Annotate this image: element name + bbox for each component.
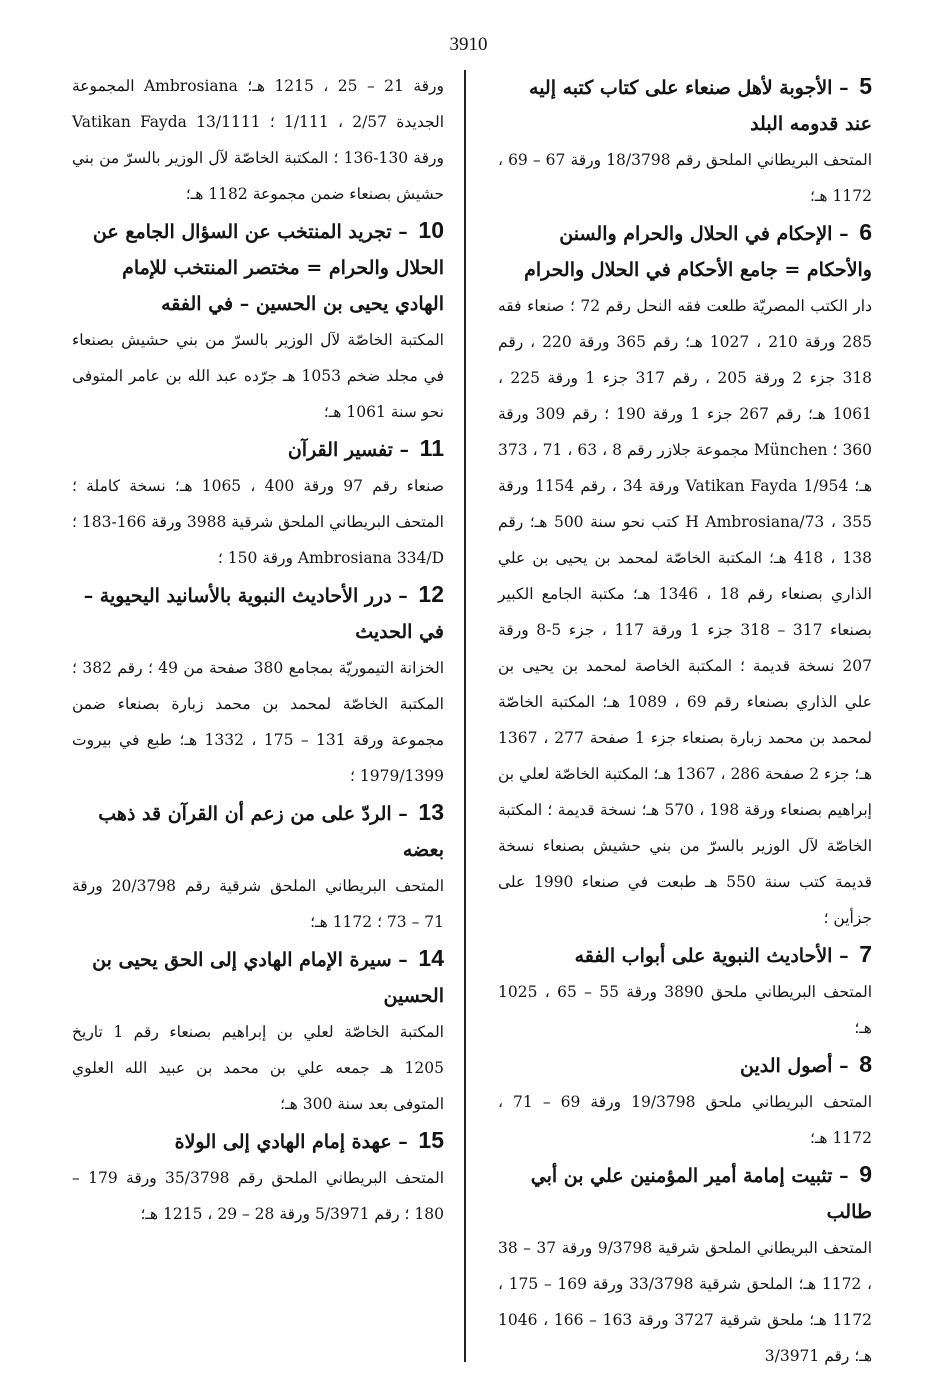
- entry-title-text: – الردّ على من زعم أن القرآن قد ذهب بعضه: [98, 803, 444, 861]
- entry-title-text: – الإحكام في الحلال والحرام والسنن والأحكام = جامع الأحكام في الحلال والحرام: [524, 223, 872, 281]
- entry-body: ورقة 21 – 25 ، 1215 هـ؛ Ambrosiana المجموعة الجديدة 2/57 ، 1/111 ؛ Vatikan Fayda 13/1111 ورقة 130-136 ؛ المكتبة الخاصّة لآل الوزير بالسرّ من بني حشيش بصنعاء ضمن مجموعة 1182 هـ؛: [72, 77, 445, 203]
- entry-number: 7: [859, 941, 872, 967]
- entry-title: [498, 214, 872, 288]
- entry-body: المكتبة الخاصّة لعلي بن إبراهيم بصنعاء رقم 1 تاريخ 1205 هـ جمعه علي بن محمد بن عبيد الله العلوي المتوفى بعد سنة 300 هـ؛: [72, 1023, 444, 1113]
- entry-title-text: – الأحاديث النبوية على أبواب الفقه: [574, 945, 849, 967]
- entry-title: [72, 940, 444, 1014]
- entry-title: [72, 794, 444, 868]
- entry-title-text: – الأجوبة لأهل صنعاء على كتاب كتبه إليه عند قدومه البلد: [529, 77, 872, 135]
- entry-title: [498, 1046, 872, 1084]
- entry-title: [498, 68, 872, 142]
- entry-title: [72, 430, 444, 468]
- entry-title-text: – عهدة إمام الهادي إلى الولاة: [174, 1131, 408, 1153]
- entry-title-text: – سيرة الإمام الهادي إلى الحق يحيى بن الحسين: [92, 949, 444, 1007]
- entry-number: 14: [418, 945, 444, 971]
- entry-body: المتحف البريطاني الملحق شرقية 9/3798 ورقة 37 – 38 ، 1172 هـ؛ الملحق شرقية 33/3798 ورقة 169 – 175 ، 1172 هـ؛ ملحق شرقية 3727 ورقة 163 – 166 ، 1046 هـ؛ رقم 3/3971: [498, 1239, 873, 1365]
- entry-title: [72, 1122, 444, 1160]
- entry-body: دار الكتب المصريّة طلعت فقه النحل رقم 72 ؛ صنعاء فقه 285 ورقة 210 ، 1027 هـ؛ رقم 365 ورقة 220 ، رقم 318 جزء 2 ورقة 205 ، رقم 317 جزء 1 ورقة 225 ، 1061 هـ؛ رقم 267 جزء 1 ورقة 190 ؛ رقم 309 ورقة 360 ؛ München مجموعة جلازر رقم 8 ، 63 ، 71 ، 373 هـ؛ Vatikan Fayda 1/954 ورقة 34 ، رقم 1154 ورقة 355 ، 73/H Ambrosiana كتب نحو سنة 500 هـ؛ رقم 138 ، 418 هـ؛ المكتبة الخاصّة لمحمد بن يحيى بن علي الذاري بصنعاء رقم 18 ، 1346 هـ؛ مكتبة الجامع الكبير بصنعاء 317 – 318 جزء 1 ورقة 117 ، جزء 5-8 ورقة 207 نسخة قديمة ؛ المكتبة الخاصة لمحمد بن يحيى بن علي الذاري بصنعاء رقم 69 ، 1089 هـ؛ المكتبة الخاصّة لمحمد بن محمد زبارة بصنعاء جزء 1 صفحة 277 ، 1367 هـ؛ جزء 2 صفحة 286 ، 1367 هـ؛ المكتبة الخاصّة لعلي بن إبراهيم بصنعاء ورقة 198 ، 570 هـ؛ نسخة قديمة ؛ المكتبة الخاصّة لآل الوزير بالسرّ من بني حشيش بصنعاء نسخة قديمة كتب سنة 550 هـ طبعت في صنعاء 1990 على جزأين ؛: [498, 297, 873, 927]
- entry-title-text: – تثبيت إمامة أمير المؤمنين علي بن أبي طالب: [530, 1165, 872, 1223]
- entry-number: 5: [859, 73, 872, 99]
- entry-number: 10: [418, 217, 444, 243]
- right-column: [498, 68, 872, 1374]
- entry-number: 12: [418, 581, 444, 607]
- entry-body: الخزانة التيموريّة بمجامع 380 صفحة من 49 ؛ رقم 382 ؛ المكتبة الخاصّة لمحمد بن محمد زبارة بصنعاء ضمن مجموعة ورقة 131 – 175 ، 1332 هـ؛ طبع في بيروت 1979/1399 ؛: [72, 659, 445, 785]
- entry-body: المكتبة الخاصّة لآل الوزير بالسرّ من بني حشيش بصنعاء في مجلد ضخم 1053 هـ جرّده عبد الله بن عامر المتوفى نحو سنة 1061 هـ؛: [72, 331, 444, 421]
- entry-title: [72, 576, 444, 650]
- entry-number: 11: [419, 435, 444, 461]
- entry-body: المتحف البريطاني الملحق شرقية رقم 20/3798 ورقة 71 – 73 ؛ 1172 هـ؛: [72, 877, 445, 931]
- entry-number: 15: [418, 1127, 444, 1153]
- entry-body: صنعاء رقم 97 ورقة 400 ، 1065 هـ؛ نسخة كاملة ؛ المتحف البريطاني الملحق شرقية 3988 ورقة 166-183 ؛ Ambrosiana 334/D ورقة 150 ؛: [72, 477, 444, 567]
- entry-number: 8: [859, 1051, 872, 1077]
- entry-number: 9: [859, 1161, 872, 1187]
- entry-title: [498, 1156, 872, 1230]
- entry-number: 13: [418, 799, 444, 825]
- entry-body: المتحف البريطاني ملحق 19/3798 ورقة 69 – 71 ، 1172 هـ؛: [498, 1093, 873, 1147]
- column-divider: [464, 70, 466, 1362]
- entry-title-text: – أصول الدين: [740, 1055, 849, 1077]
- entry-title-text: – تجريد المنتخب عن السؤال الجامع عن الحلال والحرام = مختصر المنتخب للإمام الهادي يحيى بن الحسين – في الفقه: [92, 221, 444, 315]
- page-number: 3910: [449, 34, 488, 55]
- entry-title-text: – درر الأحاديث النبوية بالأسانيد اليحيوية – في الحديث: [83, 585, 444, 643]
- entry-body: المتحف البريطاني الملحق رقم 18/3798 ورقة 67 – 69 ، 1172 هـ؛: [498, 151, 873, 205]
- entry-body: المتحف البريطاني الملحق رقم 35/3798 ورقة 179 – 180 ؛ رقم 5/3971 ورقة 28 – 29 ، 1215 هـ؛: [72, 1169, 445, 1223]
- entry-title: [498, 936, 872, 974]
- entry-title: [72, 212, 444, 322]
- entry-body: المتحف البريطاني ملحق 3890 ورقة 55 – 65 ، 1025 هـ؛: [498, 983, 873, 1037]
- left-column: [72, 68, 444, 1232]
- entry-number: 6: [859, 219, 872, 245]
- entry-title-text: – تفسير القرآن: [287, 439, 410, 461]
